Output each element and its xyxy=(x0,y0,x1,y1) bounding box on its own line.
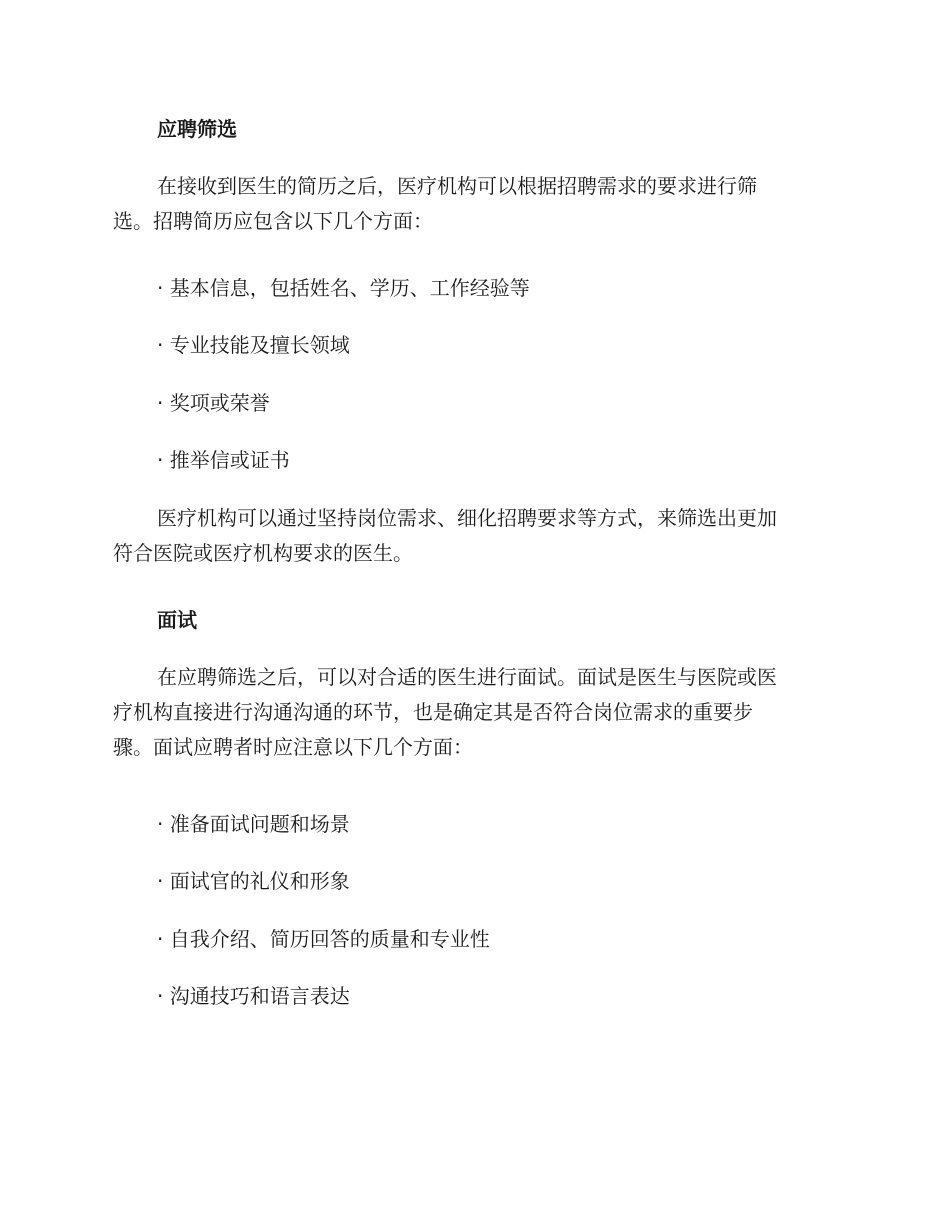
paragraph-line: 在接收到医生的简历之后，医疗机构可以根据招聘需求的要求进行筛 xyxy=(157,174,757,198)
paragraph-line: 医疗机构可以通过坚持岗位需求、细化招聘要求等方式，来筛选出更加 xyxy=(157,506,777,530)
section-heading-interview: 面试 xyxy=(157,608,197,632)
bullet-item: · 推举信或证书 xyxy=(157,448,290,472)
paragraph-line: 骤。面试应聘者时应注意以下几个方面： xyxy=(113,735,473,759)
screening-intro-paragraph xyxy=(113,169,833,239)
bullet-item: · 专业技能及擅长领域 xyxy=(157,333,350,357)
bullet-item: · 基本信息，包括姓名、学历、工作经验等 xyxy=(157,276,530,300)
bullet-item: · 奖项或荣誉 xyxy=(157,391,270,415)
screening-outro-paragraph xyxy=(113,501,833,571)
bullet-item: · 沟通技巧和语言表达 xyxy=(157,984,350,1008)
paragraph-line: 符合医院或医疗机构要求的医生。 xyxy=(113,541,413,565)
bullet-item: · 自我介绍、简历回答的质量和专业性 xyxy=(157,927,490,951)
bullet-item: · 面试官的礼仪和形象 xyxy=(157,869,350,893)
bullet-item: · 准备面试问题和场景 xyxy=(157,812,350,836)
section-heading-screening: 应聘筛选 xyxy=(157,117,237,141)
interview-intro-paragraph xyxy=(113,660,833,765)
paragraph-line: 在应聘筛选之后，可以对合适的医生进行面试。面试是医生与医院或医 xyxy=(157,665,777,689)
paragraph-line: 疗机构直接进行沟通沟通的环节，也是确定其是否符合岗位需求的重要步 xyxy=(113,700,753,724)
paragraph-line: 选。招聘简历应包含以下几个方面： xyxy=(113,209,433,233)
